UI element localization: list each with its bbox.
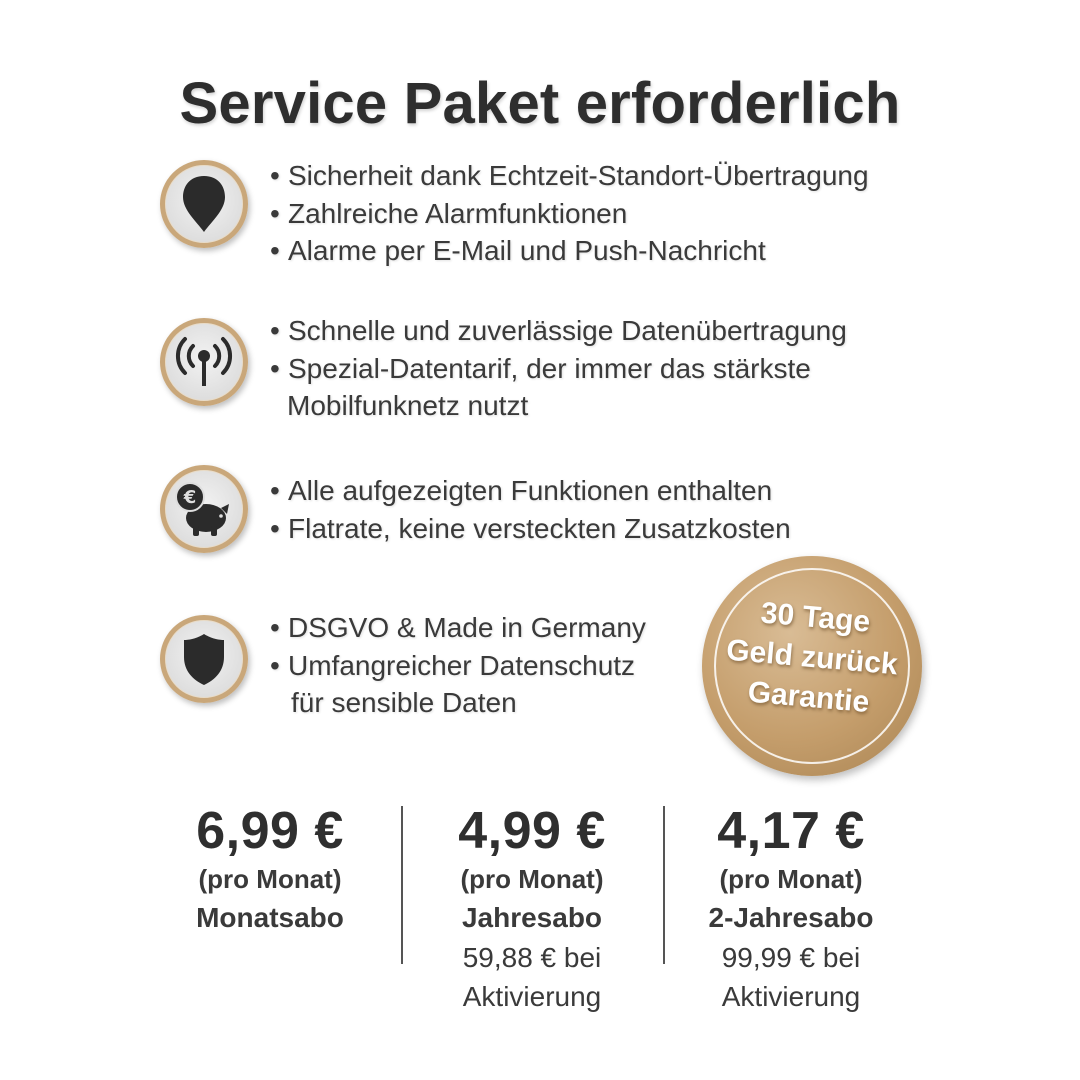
price-period: (pro Monat) bbox=[719, 864, 863, 894]
price-yearly bbox=[412, 800, 652, 1016]
badge-text bbox=[697, 589, 927, 728]
shield-icon bbox=[160, 615, 248, 703]
price-amount: 4,99 € bbox=[458, 802, 606, 860]
badge-line-days: 30 Tage bbox=[759, 596, 872, 639]
activation-label: Aktivierung bbox=[721, 981, 861, 1012]
list-item-continuation: für sensible Daten bbox=[291, 687, 517, 718]
list-item: • Umfangreicher Datenschutz bbox=[270, 649, 636, 681]
plan-name: Monatsabo bbox=[196, 902, 344, 933]
feature-list-pricing bbox=[270, 472, 791, 547]
piggy-bank-euro-icon bbox=[160, 465, 248, 553]
list-item: • Alle aufgezeigten Funktionen enthalten bbox=[270, 475, 773, 506]
list-item: • Spezial-Datentarif, der immer das stärkste bbox=[270, 352, 811, 384]
badge-line-money-back: Geld zurück bbox=[725, 633, 900, 682]
price-divider bbox=[663, 806, 665, 964]
list-item: • Sicherheit dank Echtzeit-Standort-Übertragung bbox=[270, 160, 869, 191]
activation-fee: 59,88 € bei bbox=[462, 942, 602, 973]
location-pin-icon bbox=[160, 160, 248, 248]
list-item: • Zahlreiche Alarmfunktionen bbox=[270, 197, 628, 229]
list-item: • Schnelle und zuverlässige Datenübertragung bbox=[270, 315, 847, 346]
price-period: (pro Monat) bbox=[198, 864, 342, 894]
price-period: (pro Monat) bbox=[460, 864, 604, 894]
price-divider bbox=[401, 806, 403, 964]
list-item: • Flatrate, keine versteckten Zusatzkosten bbox=[270, 512, 791, 544]
price-amount: 6,99 € bbox=[196, 802, 344, 860]
price-two-year bbox=[671, 800, 911, 1016]
activation-label: Aktivierung bbox=[462, 981, 602, 1012]
signal-antenna-icon bbox=[160, 318, 248, 406]
list-item: • DSGVO & Made in Germany bbox=[270, 612, 646, 643]
feature-list-privacy bbox=[270, 609, 646, 722]
feature-list-tracking bbox=[270, 157, 869, 270]
page-title: Service Paket erforderlich bbox=[179, 71, 901, 136]
svg-text:€: € bbox=[183, 487, 197, 508]
money-back-guarantee-badge bbox=[702, 556, 922, 776]
plan-name: 2-Jahresabo bbox=[708, 902, 874, 933]
price-amount: 4,17 € bbox=[717, 802, 865, 860]
feature-list-connectivity bbox=[270, 312, 847, 425]
price-monthly bbox=[150, 800, 390, 938]
list-item-continuation: Mobilfunknetz nutzt bbox=[287, 390, 529, 421]
list-item: • Alarme per E-Mail und Push-Nachricht bbox=[270, 235, 766, 266]
badge-line-guarantee: Garantie bbox=[746, 675, 871, 720]
activation-fee: 99,99 € bei bbox=[721, 942, 861, 973]
plan-name: Jahresabo bbox=[461, 902, 603, 933]
